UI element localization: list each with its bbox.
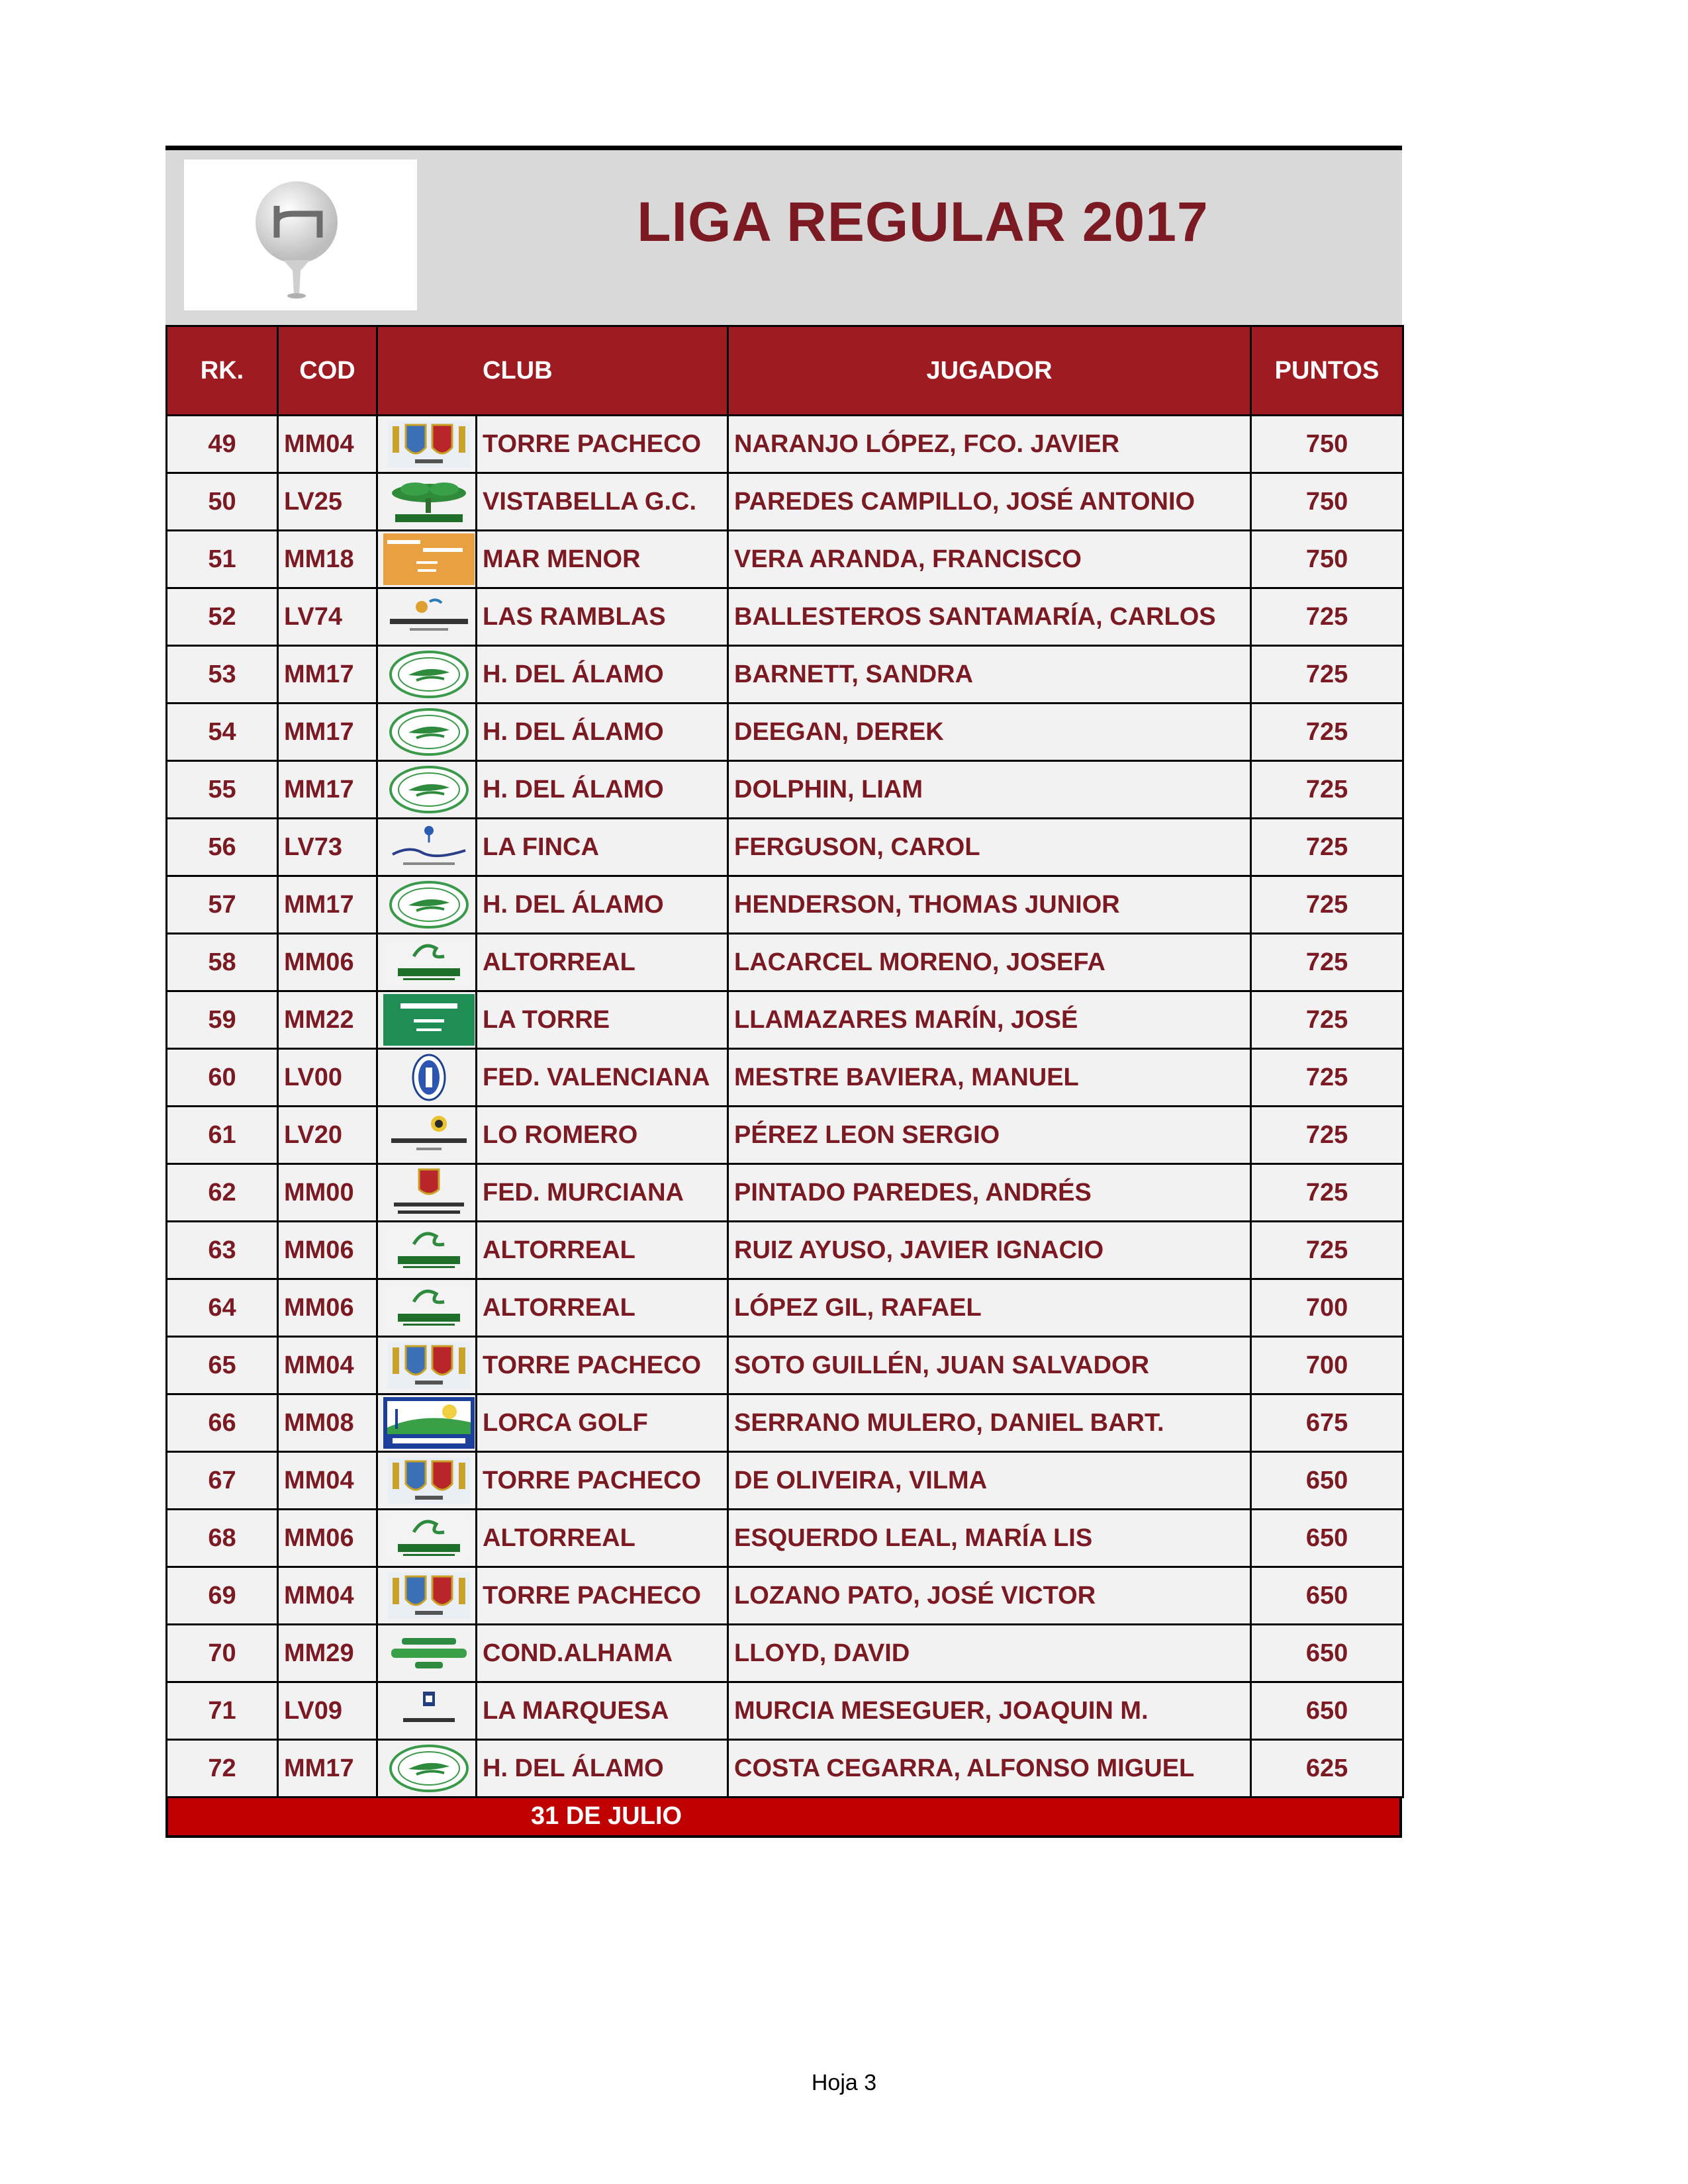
points-cell: 725 [1251, 588, 1403, 646]
points-cell: 750 [1251, 531, 1403, 588]
club-logo-cell [377, 1394, 477, 1452]
code-cell: LV09 [278, 1682, 377, 1740]
club-cell: TORRE PACHECO [477, 1567, 728, 1625]
code-cell: MM06 [278, 934, 377, 991]
rank-cell: 67 [167, 1452, 278, 1510]
la-marquesa-logo-icon [383, 1685, 475, 1737]
club-logo-cell [377, 1337, 477, 1394]
header-banner [165, 146, 1402, 325]
points-cell: 650 [1251, 1510, 1403, 1567]
club-logo-cell [377, 991, 477, 1049]
header-jugador: JUGADOR [728, 326, 1251, 416]
table-row [167, 991, 1403, 1049]
points-cell: 725 [1251, 934, 1403, 991]
header-rk: RK. [167, 326, 278, 416]
code-cell: MM17 [278, 761, 377, 819]
club-cell: LAS RAMBLAS [477, 588, 728, 646]
points-cell: 725 [1251, 1164, 1403, 1222]
club-logo-cell [377, 819, 477, 876]
table-row [167, 588, 1403, 646]
code-cell: MM04 [278, 1452, 377, 1510]
club-cell: H. DEL ÁLAMO [477, 876, 728, 934]
table-row [167, 1510, 1403, 1567]
points-cell: 650 [1251, 1682, 1403, 1740]
rank-cell: 63 [167, 1222, 278, 1279]
player-cell: BALLESTEROS SANTAMARÍA, CARLOS [728, 588, 1251, 646]
code-cell: MM29 [278, 1625, 377, 1682]
code-cell: MM22 [278, 991, 377, 1049]
code-cell: MM08 [278, 1394, 377, 1452]
points-cell: 725 [1251, 1107, 1403, 1164]
altorreal-logo-icon [383, 1282, 475, 1334]
player-cell: LLAMAZARES MARÍN, JOSÉ [728, 991, 1251, 1049]
header-puntos: PUNTOS [1251, 326, 1403, 416]
table-row [167, 646, 1403, 704]
rank-cell: 56 [167, 819, 278, 876]
table-row [167, 1452, 1403, 1510]
points-cell: 725 [1251, 876, 1403, 934]
fed-valenciana-logo-icon [383, 1052, 475, 1103]
rank-cell: 52 [167, 588, 278, 646]
code-cell: LV74 [278, 588, 377, 646]
code-cell: MM04 [278, 1337, 377, 1394]
code-cell: MM17 [278, 646, 377, 704]
ranking-sheet [165, 146, 1402, 1838]
table-row [167, 761, 1403, 819]
code-cell: LV25 [278, 473, 377, 531]
mar-menor-logo-icon [383, 533, 475, 585]
club-logo-cell [377, 1049, 477, 1107]
vistabella-tree-icon [383, 476, 475, 527]
club-cell: H. DEL ÁLAMO [477, 704, 728, 761]
club-cell: H. DEL ÁLAMO [477, 646, 728, 704]
alamo-green-seal-icon [383, 706, 475, 758]
table-row [167, 819, 1403, 876]
player-cell: ESQUERDO LEAL, MARÍA LIS [728, 1510, 1251, 1567]
club-logo-cell [377, 1222, 477, 1279]
table-row [167, 1625, 1403, 1682]
code-cell: MM04 [278, 416, 377, 473]
player-cell: FERGUSON, CAROL [728, 819, 1251, 876]
golf-ball-tee-logo [184, 159, 417, 310]
club-cell: ALTORREAL [477, 934, 728, 991]
club-cell: FED. VALENCIANA [477, 1049, 728, 1107]
altorreal-logo-icon [383, 1224, 475, 1276]
rank-cell: 69 [167, 1567, 278, 1625]
player-cell: RUIZ AYUSO, JAVIER IGNACIO [728, 1222, 1251, 1279]
club-cell: ALTORREAL [477, 1510, 728, 1567]
club-cell: LA FINCA [477, 819, 728, 876]
code-cell: LV73 [278, 819, 377, 876]
club-logo-cell [377, 1164, 477, 1222]
rank-cell: 62 [167, 1164, 278, 1222]
altorreal-logo-icon [383, 1512, 475, 1564]
points-cell: 650 [1251, 1452, 1403, 1510]
lo-romero-logo-icon [383, 1109, 475, 1161]
alamo-green-seal-icon [383, 879, 475, 931]
table-row [167, 1682, 1403, 1740]
player-cell: SERRANO MULERO, DANIEL BART. [728, 1394, 1251, 1452]
table-row [167, 1279, 1403, 1337]
rank-cell: 49 [167, 416, 278, 473]
table-row [167, 1107, 1403, 1164]
club-logo-cell [377, 646, 477, 704]
points-cell: 700 [1251, 1337, 1403, 1394]
points-cell: 750 [1251, 416, 1403, 473]
club-cell: TORRE PACHECO [477, 416, 728, 473]
code-cell: MM17 [278, 704, 377, 761]
footer-bar [165, 1798, 1402, 1838]
table-row [167, 416, 1403, 473]
player-cell: DE OLIVEIRA, VILMA [728, 1452, 1251, 1510]
club-logo-cell [377, 1625, 477, 1682]
lorca-golf-logo-icon [383, 1397, 475, 1449]
table-row [167, 1740, 1403, 1797]
torre-pacheco-crest-icon [383, 1455, 475, 1506]
table-row [167, 1567, 1403, 1625]
code-cell: MM17 [278, 876, 377, 934]
points-cell: 650 [1251, 1625, 1403, 1682]
points-cell: 725 [1251, 1049, 1403, 1107]
club-cell: TORRE PACHECO [477, 1452, 728, 1510]
rank-cell: 61 [167, 1107, 278, 1164]
code-cell: MM06 [278, 1279, 377, 1337]
code-cell: MM06 [278, 1222, 377, 1279]
header-club: CLUB [377, 326, 728, 416]
code-cell: MM06 [278, 1510, 377, 1567]
la-finca-logo-icon [383, 821, 475, 873]
rank-cell: 70 [167, 1625, 278, 1682]
club-logo-cell [377, 761, 477, 819]
page-label: Hoja 3 [811, 2070, 877, 2095]
header-cod: COD [278, 326, 377, 416]
club-cell: COND.ALHAMA [477, 1625, 728, 1682]
club-logo-cell [377, 934, 477, 991]
table-row [167, 531, 1403, 588]
club-logo-cell [377, 416, 477, 473]
rank-cell: 57 [167, 876, 278, 934]
player-cell: COSTA CEGARRA, ALFONSO MIGUEL [728, 1740, 1251, 1797]
player-cell: MESTRE BAVIERA, MANUEL [728, 1049, 1251, 1107]
points-cell: 725 [1251, 646, 1403, 704]
torre-pacheco-crest-icon [383, 1340, 475, 1391]
club-cell: LA MARQUESA [477, 1682, 728, 1740]
player-cell: LOZANO PATO, JOSÉ VICTOR [728, 1567, 1251, 1625]
rank-cell: 66 [167, 1394, 278, 1452]
code-cell: LV20 [278, 1107, 377, 1164]
points-cell: 650 [1251, 1567, 1403, 1625]
player-cell: PINTADO PAREDES, ANDRÉS [728, 1164, 1251, 1222]
player-cell: NARANJO LÓPEZ, FCO. JAVIER [728, 416, 1251, 473]
rank-cell: 72 [167, 1740, 278, 1797]
club-logo-cell [377, 1452, 477, 1510]
rank-cell: 53 [167, 646, 278, 704]
table-row [167, 934, 1403, 991]
club-logo-cell [377, 1107, 477, 1164]
club-logo-cell [377, 876, 477, 934]
player-cell: BARNETT, SANDRA [728, 646, 1251, 704]
las-ramblas-logo-icon [383, 591, 475, 643]
points-cell: 675 [1251, 1394, 1403, 1452]
alamo-green-seal-icon [383, 764, 475, 815]
player-cell: PAREDES CAMPILLO, JOSÉ ANTONIO [728, 473, 1251, 531]
code-cell: MM18 [278, 531, 377, 588]
club-cell: LO ROMERO [477, 1107, 728, 1164]
rank-cell: 54 [167, 704, 278, 761]
fed-murciana-logo-icon [383, 1167, 475, 1218]
points-cell: 725 [1251, 991, 1403, 1049]
rank-cell: 51 [167, 531, 278, 588]
club-logo-cell [377, 1279, 477, 1337]
club-cell: H. DEL ÁLAMO [477, 761, 728, 819]
points-cell: 725 [1251, 819, 1403, 876]
club-logo-cell [377, 1740, 477, 1797]
player-cell: DOLPHIN, LIAM [728, 761, 1251, 819]
points-cell: 750 [1251, 473, 1403, 531]
table-row [167, 1222, 1403, 1279]
club-cell: ALTORREAL [477, 1222, 728, 1279]
table-row [167, 1337, 1403, 1394]
points-cell: 700 [1251, 1279, 1403, 1337]
alamo-green-seal-icon [383, 1743, 475, 1794]
code-cell: MM00 [278, 1164, 377, 1222]
rank-cell: 60 [167, 1049, 278, 1107]
player-cell: HENDERSON, THOMAS JUNIOR [728, 876, 1251, 934]
club-logo-cell [377, 1510, 477, 1567]
rank-cell: 50 [167, 473, 278, 531]
header-row [167, 326, 1403, 416]
code-cell: MM04 [278, 1567, 377, 1625]
club-cell: TORRE PACHECO [477, 1337, 728, 1394]
torre-pacheco-crest-icon [383, 1570, 475, 1621]
club-cell: H. DEL ÁLAMO [477, 1740, 728, 1797]
player-cell: SOTO GUILLÉN, JUAN SALVADOR [728, 1337, 1251, 1394]
rank-cell: 65 [167, 1337, 278, 1394]
alhama-signature-logo-icon [383, 1627, 475, 1679]
ranking-table [165, 325, 1404, 1798]
player-cell: LACARCEL MORENO, JOSEFA [728, 934, 1251, 991]
club-logo-cell [377, 704, 477, 761]
rank-cell: 71 [167, 1682, 278, 1740]
la-torre-logo-icon [383, 994, 475, 1046]
points-cell: 725 [1251, 1222, 1403, 1279]
table-row [167, 473, 1403, 531]
table-row [167, 1164, 1403, 1222]
points-cell: 725 [1251, 761, 1403, 819]
rank-cell: 59 [167, 991, 278, 1049]
club-cell: LA TORRE [477, 991, 728, 1049]
club-logo-cell [377, 588, 477, 646]
club-logo-cell [377, 1567, 477, 1625]
club-logo-cell [377, 473, 477, 531]
player-cell: MURCIA MESEGUER, JOAQUIN M. [728, 1682, 1251, 1740]
club-cell: ALTORREAL [477, 1279, 728, 1337]
rank-cell: 68 [167, 1510, 278, 1567]
torre-pacheco-crest-icon [383, 418, 475, 470]
club-cell: LORCA GOLF [477, 1394, 728, 1452]
club-logo-cell [377, 531, 477, 588]
code-cell: MM17 [278, 1740, 377, 1797]
table-row [167, 876, 1403, 934]
code-cell: LV00 [278, 1049, 377, 1107]
player-cell: PÉREZ LEON SERGIO [728, 1107, 1251, 1164]
table-row [167, 1394, 1403, 1452]
club-cell: VISTABELLA G.C. [477, 473, 728, 531]
table-row [167, 1049, 1403, 1107]
club-cell: MAR MENOR [477, 531, 728, 588]
player-cell: LLOYD, DAVID [728, 1625, 1251, 1682]
player-cell: LÓPEZ GIL, RAFAEL [728, 1279, 1251, 1337]
points-cell: 625 [1251, 1740, 1403, 1797]
points-cell: 725 [1251, 704, 1403, 761]
rank-cell: 58 [167, 934, 278, 991]
club-cell: FED. MURCIANA [477, 1164, 728, 1222]
player-cell: DEEGAN, DEREK [728, 704, 1251, 761]
player-cell: VERA ARANDA, FRANCISCO [728, 531, 1251, 588]
club-logo-cell [377, 1682, 477, 1740]
page-title: LIGA REGULAR 2017 [637, 191, 1209, 253]
rank-cell: 64 [167, 1279, 278, 1337]
table-row [167, 704, 1403, 761]
altorreal-logo-icon [383, 936, 475, 988]
rank-cell: 55 [167, 761, 278, 819]
alamo-green-seal-icon [383, 649, 475, 700]
footer-date: 31 DE JULIO [531, 1802, 682, 1830]
